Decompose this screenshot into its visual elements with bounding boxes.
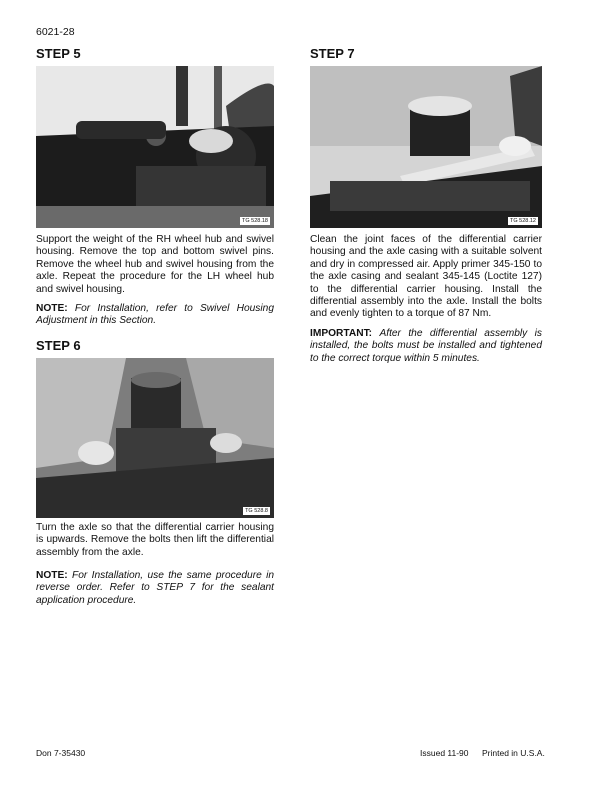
step-7-important bbox=[310, 328, 542, 365]
step-7-photo bbox=[310, 66, 542, 228]
step-5-note-text: For Installation, refer to Swivel Housing Adjustment in this Section. bbox=[36, 303, 274, 327]
step-6-text: Turn the axle so that the differential carrier housing is upwards. Remove the bolts then lift the differential assembly from the axle. bbox=[36, 522, 274, 558]
step-6-heading: STEP 6 bbox=[36, 338, 81, 353]
step-5-note bbox=[36, 303, 274, 328]
step-6-note bbox=[36, 570, 274, 607]
step-5-photo bbox=[36, 66, 274, 228]
step-7-important-text: After the differential assembly is installed, the bolts must be installed and tightened to the correct torque within 5 minutes. bbox=[310, 328, 542, 364]
footer-issued: Issued 11-90 bbox=[420, 748, 469, 758]
step-5-text: Support the weight of the RH wheel hub and swivel housing. Remove the top and bottom swivel pins. Remove the wheel hub and swivel housing from the axle. Repeat the procedure for the LH wheel hub and swivel housing. bbox=[36, 234, 274, 295]
footer-doc-code: Don 7-35430 bbox=[36, 748, 86, 758]
step-5-heading: STEP 5 bbox=[36, 46, 81, 61]
step-6-note-text: For Installation, use the same procedure in reverse order. Refer to STEP 7 for the sealant application procedure. bbox=[36, 570, 274, 606]
step-5-figure-id: TG 528.18 bbox=[242, 218, 268, 224]
step-6-note-label: NOTE: bbox=[36, 570, 73, 581]
step-7-heading: STEP 7 bbox=[310, 46, 355, 61]
page-number: 6021-28 bbox=[36, 26, 75, 38]
step-7-text: Clean the joint faces of the differential carrier housing and the axle casing with a suitable solvent and dry in compressed air. Apply primer 345-150 to the axle casing and sealant 345-145 (Loctite 127) to the differential carrier housing. Install the differential assembly into the axle. Install the bolts and evenly tighten to a torque of 87 Nm. bbox=[310, 234, 542, 320]
step-7-important-label: IMPORTANT: bbox=[310, 328, 380, 339]
step-6-figure-id: TG 528.8 bbox=[245, 508, 268, 514]
step-6-photo bbox=[36, 358, 274, 518]
step-5-note-label: NOTE: bbox=[36, 303, 75, 314]
step-7-figure-id: TG 528.12 bbox=[510, 218, 536, 224]
footer-printed: Printed in U.S.A. bbox=[482, 748, 545, 758]
